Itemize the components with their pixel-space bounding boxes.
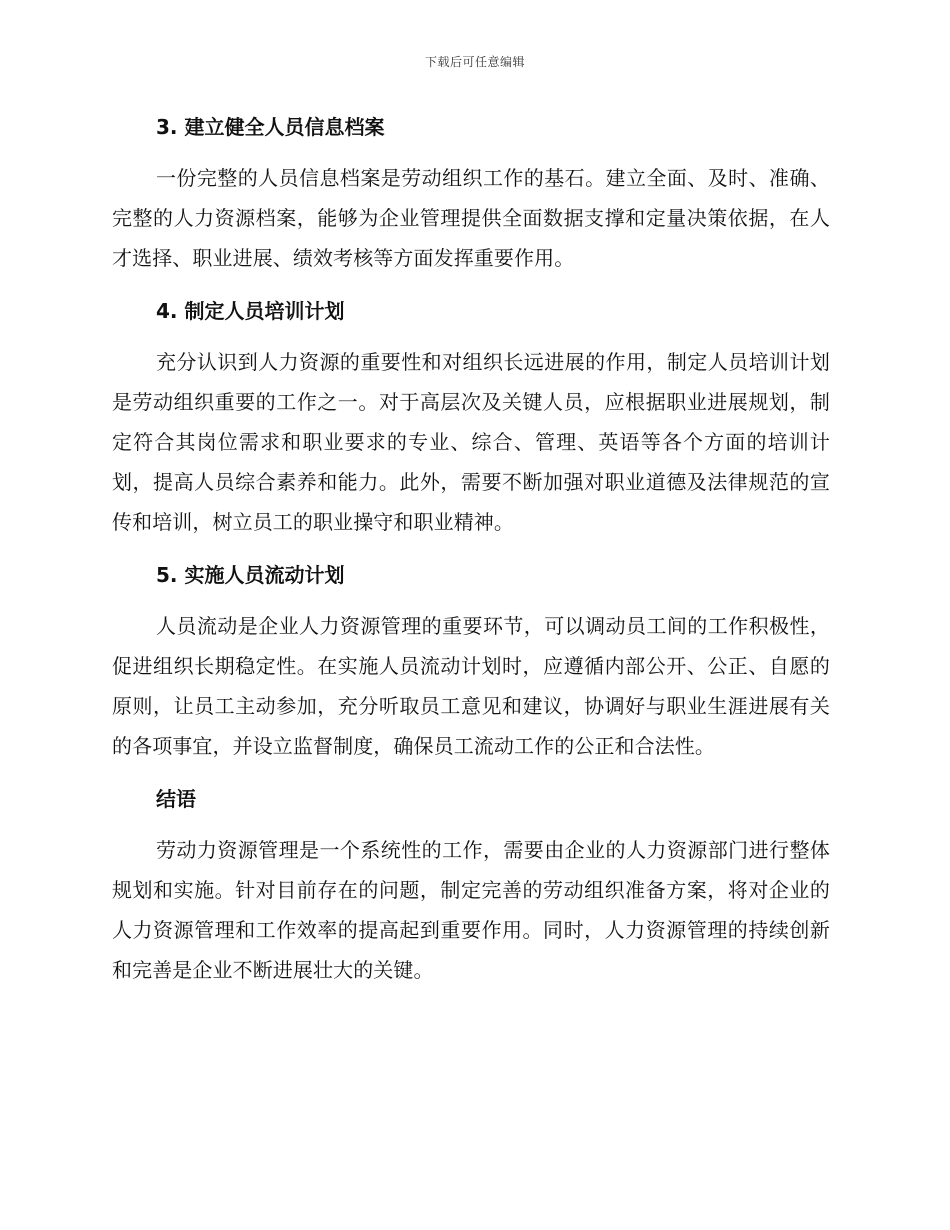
section-paragraph: 一份完整的人员信息档案是劳动组织工作的基石。建立全面、及时、准确、完整的人力资源档案，能够为企业管理提供全面数据支撑和定量决策依据，在人才选择、职业进展、绩效考核等方面发挥重要作用。: [112, 166, 830, 270]
section-paragraph: 充分认识到人力资源的重要性和对组织长远进展的作用，制定人员培训计划是劳动组织重要的工作之一。对于高层次及关键人员，应根据职业进展规划，制定符合其岗位需求和职业要求的专业、综合、管理、英语等各个方面的培训计划，提高人员综合素养和能力。此外，需要不断加强对职业道德及法律规范的宣传和培训，树立员工的职业操守和职业精神。: [112, 350, 830, 534]
section-title: 4. 制定人员培训计划: [156, 299, 345, 323]
section-3: [112, 108, 830, 278]
page-header: 下载后可任意编辑: [424, 55, 525, 69]
section-paragraph: 劳动力资源管理是一个系统性的工作，需要由企业的人力资源部门进行整体规划和实施。针对目前存在的问题，制定完善的劳动组织准备方案，将对企业的人力资源管理和工作效率的提高起到重要作用。同时，人力资源管理的持续创新和完善是企业不断进展壮大的关键。: [112, 838, 830, 982]
section-title: 3. 建立健全人员信息档案: [156, 115, 385, 139]
section-title: 结语: [156, 787, 196, 811]
section-paragraph: 人员流动是企业人力资源管理的重要环节，可以调动员工间的工作积极性，促进组织长期稳定性。在实施人员流动计划时，应遵循内部公开、公正、自愿的原则，让员工主动参加，充分听取员工意见和建议，协调好与职业生涯进展有关的各项事宜，并设立监督制度，确保员工流动工作的公正和合法性。: [112, 614, 830, 758]
document-body: [112, 108, 830, 1004]
section-conclusion: [112, 780, 830, 990]
section-title: 5. 实施人员流动计划: [156, 563, 345, 587]
section-5: [112, 556, 830, 766]
section-4: [112, 292, 830, 542]
